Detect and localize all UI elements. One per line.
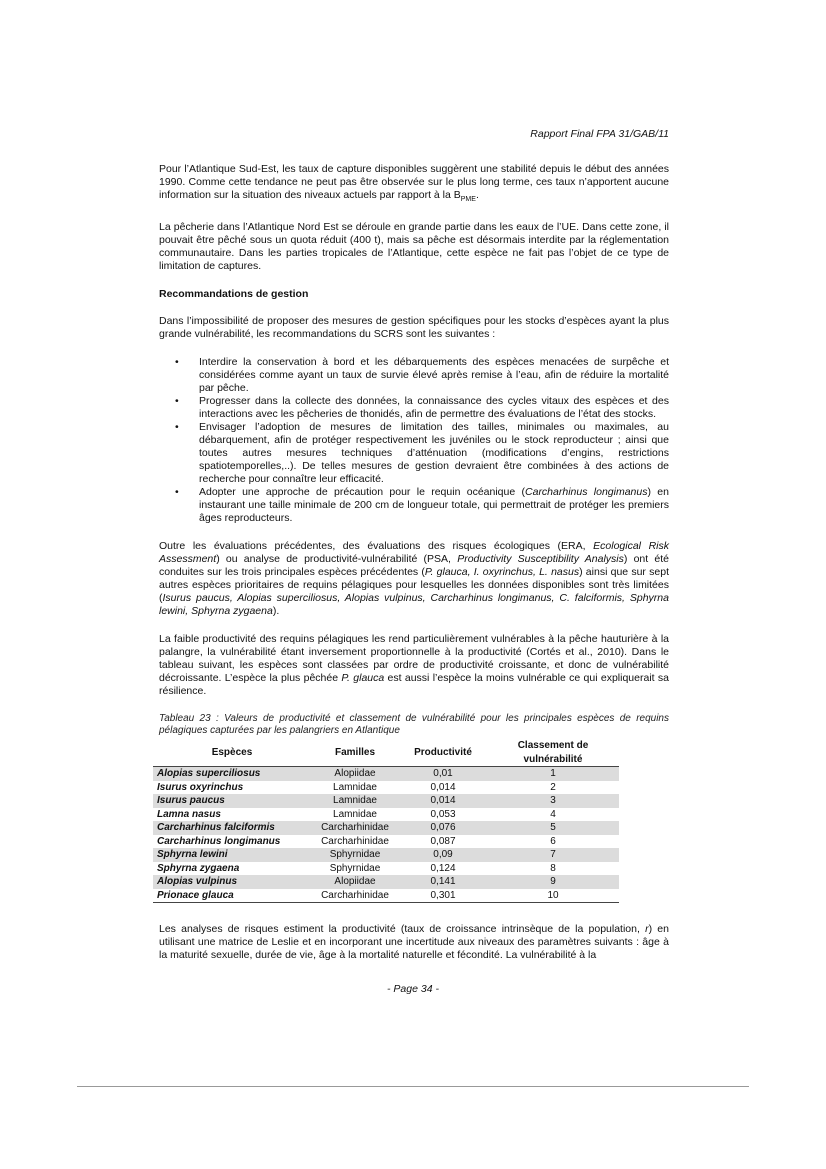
cell-species: Sphyrna lewini xyxy=(153,848,311,862)
cell-family: Carcharhinidae xyxy=(311,889,399,903)
cell-rank: 9 xyxy=(487,875,619,889)
cell-productivity: 0,124 xyxy=(430,862,456,874)
recommendations-list xyxy=(159,356,669,525)
report-reference: Rapport Final FPA 31/GAB/11 xyxy=(530,128,669,140)
table-row xyxy=(153,862,619,876)
section-heading: Recommandations de gestion xyxy=(159,288,309,301)
cell-rank: 4 xyxy=(550,808,556,820)
cell-family: Lamnidae xyxy=(311,794,399,808)
cell-rank: 1 xyxy=(487,767,619,781)
paragraph-scrs-intro: Dans l’impossibilité de proposer des mesures de gestion spécifiques pour les stocks d’espèces ayant la plus grande vulnérabilité, les recommandations du SCRS sont les suivantes : xyxy=(159,315,669,341)
paragraph-risk-analysis: Les analyses de risques estiment la productivité (taux de croissance intrinsèque de la population, r) en utilisant une matrice de Leslie et en incorporant une incertitude aux niveaux des paramètres suivants : âge à la maturité sexuelle, durée de vie, âge à la mortalité naturelle et fécondité. La vulnérabilité à la xyxy=(159,923,669,962)
cell-productivity: 0,053 xyxy=(430,808,456,820)
table-header-row xyxy=(153,739,619,767)
cell-species: Isurus paucus xyxy=(153,794,311,808)
cell-productivity: 0,301 xyxy=(399,889,487,903)
table-row xyxy=(153,835,619,849)
cell-family: Carcharhinidae xyxy=(311,821,399,835)
cell-rank: 10 xyxy=(487,889,619,903)
cell-family: Sphyrnidae xyxy=(329,862,381,874)
table-row xyxy=(153,821,619,835)
column-header-productivity: Productivité xyxy=(399,739,487,767)
cell-family: Carcharhinidae xyxy=(321,835,389,847)
cell-productivity: 0,09 xyxy=(399,848,487,862)
table-row xyxy=(153,889,619,903)
cell-species: Carcharhinus falciformis xyxy=(153,821,311,835)
cell-productivity: 0,014 xyxy=(430,781,456,793)
cell-species: Prionace glauca xyxy=(153,889,311,903)
cell-rank: 6 xyxy=(550,835,556,847)
table-row xyxy=(153,808,619,822)
table-row xyxy=(153,794,619,808)
table-caption: Tableau 23 : Valeurs de productivité et classement de vulnérabilité pour les principales espèces de requins pélagiques capturées par les palangriers en Atlantique xyxy=(159,713,669,737)
paragraph-productivity: La faible productivité des requins pélagiques les rend particulièrement vulnérables à la pêche hauturière à la palangre, la vulnérabilité étant inversement proportionnelle à la productivité (Cortés et al., 2010). Dans le tableau suivant, les espèces sont classées par ordre de productivité croissante, et donc de vulnérabilité décroissante. L’espèce la plus pêchée P. glauca est aussi l’espèce la moins vulnérable ce qui expliquerait sa résilience. xyxy=(159,633,669,698)
footer-divider xyxy=(77,1086,749,1087)
cell-productivity: 0,141 xyxy=(399,875,487,889)
column-header-species: Espèces xyxy=(153,739,311,767)
cell-productivity: 0,087 xyxy=(430,835,456,847)
cell-productivity: 0,014 xyxy=(399,794,487,808)
cell-species: Alopias vulpinus xyxy=(153,875,311,889)
cell-productivity: 0,01 xyxy=(399,767,487,781)
page-number: - Page 34 - xyxy=(387,983,439,995)
page-content xyxy=(159,163,669,977)
cell-rank: 7 xyxy=(487,848,619,862)
table-row xyxy=(153,848,619,862)
paragraph-risk-assessments: Outre les évaluations précédentes, des évaluations des risques écologiques (ERA, Ecological Risk Assessment) ou analyse de productivité-vulnérabilité (PSA, Productivity Susceptibility Analysis) ont été conduites sur les trois principales espèces précédentes (P. glauca, I. oxyrinchus, L. nasus) ainsi que sur sept autres espèces prioritaires de requins pélagiques pour lesquelles les données disponibles sont très limitées (Isurus paucus, Alopias superciliosus, Alopias vulpinus, Carcharhinus longimanus, C. falciformis, Sphyrna lewini, Sphyrna zygaena). xyxy=(159,540,669,618)
cell-species: Sphyrna zygaena xyxy=(157,862,240,874)
cell-family: Alopiidae xyxy=(311,767,399,781)
paragraph-north-east-atlantic: La pêcherie dans l’Atlantique Nord Est se déroule en grande partie dans les eaux de l’UE. Dans cette zone, il pouvait être pêché sous un quota réduit (400 t), mais sa pêche est désormais interdite par la réglementation communautaire. Dans les parties tropicales de l’Atlantique, cette espèce ne fait pas l’objet de ce type de limitation de captures. xyxy=(159,221,669,273)
cell-family: Lamnidae xyxy=(333,808,377,820)
cell-rank: 8 xyxy=(550,862,556,874)
paragraph-south-east-atlantic: Pour l’Atlantique Sud-Est, les taux de capture disponibles suggèrent une stabilité depuis le début des années 1990. Comme cette tendance ne peut pas être observée sur le plus long terme, ces taux n’apportent aucune information sur la situation des niveaux actuels par rapport à la $B_{PME}$. xyxy=(159,163,669,204)
list-item: • Interdire la conservation à bord et les débarquements des espèces menacées de surpêche et considérées comme ayant un taux de survie élevé après remise à l’eau, afin de réduire la mortalité par pêche. xyxy=(159,356,669,395)
cell-species: Lamna nasus xyxy=(157,808,221,820)
column-header-rank: Classement de vulnérabilité xyxy=(487,739,619,767)
table-row xyxy=(153,781,619,795)
column-header-family: Familles xyxy=(311,739,399,767)
cell-species: Isurus oxyrinchus xyxy=(157,781,244,793)
cell-family: Alopiidae xyxy=(311,875,399,889)
cell-species: Alopias superciliosus xyxy=(153,767,311,781)
cell-rank: 2 xyxy=(550,781,556,793)
list-item: • Envisager l’adoption de mesures de limitation des tailles, minimales ou maximales, au débarquement, afin de protéger respectivement les juvéniles ou le stock reproducteur ; ainsi que toutes autres mesures techniques d’atténuation (modifications d’engins, restrictions spatiotemporelles,..). De telles mesures de gestion devraient être combinées à des actions de recherche pour connaître leur efficacité. xyxy=(159,421,669,486)
cell-productivity: 0,076 xyxy=(399,821,487,835)
cell-family: Lamnidae xyxy=(333,781,377,793)
list-item: • Adopter une approche de précaution pour le requin océanique (Carcharhinus longimanus) en instaurant une taille minimale de 200 cm de longueur totale, qui permettrait de protéger les premiers âges reproducteurs. xyxy=(159,486,669,525)
cell-rank: 3 xyxy=(487,794,619,808)
table-row xyxy=(153,875,619,889)
cell-species: Carcharhinus longimanus xyxy=(157,835,281,847)
table-row xyxy=(153,767,619,781)
cell-family: Sphyrnidae xyxy=(311,848,399,862)
cell-rank: 5 xyxy=(487,821,619,835)
vulnerability-table xyxy=(153,739,619,903)
list-item: • Progresser dans la collecte des données, la connaissance des cycles vitaux des espèces et des interactions avec les pêcheries de thonidés, afin de permettre des évaluations de l’état des stocks. xyxy=(159,395,669,421)
